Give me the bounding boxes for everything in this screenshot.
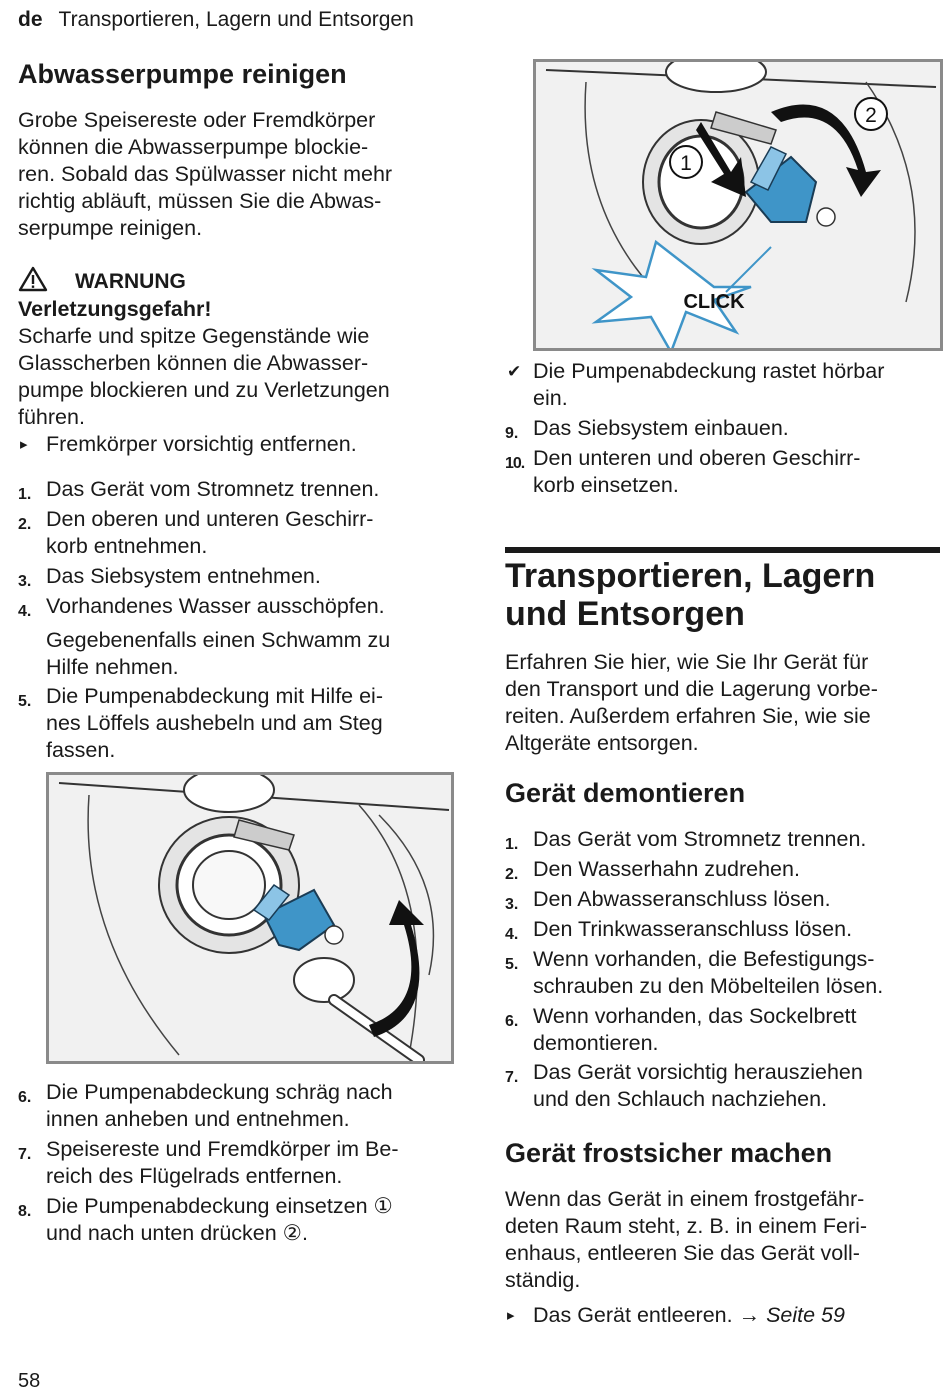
step-4	[18, 593, 458, 620]
step-text: Das Gerät vom Stromnetz trennen.	[46, 477, 380, 501]
demont-step-3	[505, 886, 945, 913]
step-text: schrauben zu den Möbelteilen lösen.	[533, 974, 884, 998]
result-text: ein.	[533, 386, 568, 410]
action-text: Das Gerät entleeren.	[533, 1303, 733, 1327]
warning-label: WARNUNG	[75, 270, 186, 293]
click-label: CLICK	[683, 291, 745, 313]
text-line: enhaus, entleeren Sie das Gerät voll-	[505, 1241, 860, 1265]
step-text: Den Trinkwasseranschluss lösen.	[533, 917, 853, 941]
step-text: und den Schlauch nachziehen.	[533, 1087, 828, 1111]
section-title: Abwasserpumpe reinigen	[18, 59, 347, 89]
running-header	[18, 8, 414, 32]
chapter-intro	[505, 649, 945, 757]
step-text: Speisereste und Fremdkörper im Be-	[46, 1137, 399, 1161]
demont-step-7	[505, 1059, 945, 1113]
language-code: de	[18, 8, 43, 31]
step-text: Die Pumpenabdeckung mit Hilfe ei-	[46, 684, 383, 708]
step-number: 6.	[18, 1089, 32, 1106]
step-5	[18, 683, 458, 764]
callout-label-1: 1	[680, 152, 692, 175]
check-icon: ✔	[507, 362, 522, 381]
step-text: nes Löffels aushebeln und am Steg	[46, 711, 383, 735]
warning-triangle-icon	[18, 266, 48, 292]
intro-paragraph	[18, 107, 458, 242]
callout-label-2: 2	[865, 104, 877, 127]
frost-paragraph	[505, 1186, 945, 1294]
text-line: ständig.	[505, 1268, 581, 1292]
step-text: reich des Flügelrads entfernen.	[46, 1164, 343, 1188]
step-number: 4.	[18, 603, 32, 620]
step-number: 3.	[505, 896, 519, 913]
text-line: pumpe blockieren und zu Verletzungen	[18, 378, 390, 402]
demont-step-5	[505, 946, 945, 1000]
step-number: 10.	[505, 455, 525, 472]
text-line: Wenn das Gerät in einem frostgefähr-	[505, 1187, 865, 1211]
frostsicher-title: Gerät frostsicher machen	[505, 1138, 833, 1168]
text-line: reiten. Außerdem erfahren Sie, wie sie	[505, 704, 871, 728]
bullet-triangle-icon: ▸	[20, 436, 28, 453]
step-number: 9.	[505, 425, 519, 442]
warning-action	[18, 431, 458, 458]
text-line: serpumpe reinigen.	[18, 216, 203, 240]
step-9	[505, 415, 945, 442]
warning-block	[18, 266, 458, 458]
figure-pump-cover-removal	[46, 772, 454, 1064]
text-line: Grobe Speisereste oder Fremdkörper	[18, 108, 376, 132]
step-text: Die Pumpenabdeckung einsetzen ①	[46, 1194, 393, 1218]
step-number: 7.	[505, 1069, 519, 1086]
step-text: korb entnehmen.	[46, 534, 208, 558]
step-text: fassen.	[46, 738, 116, 762]
step-number: 1.	[505, 836, 519, 853]
text-line: den Transport und die Lagerung vorbe-	[505, 677, 878, 701]
text-line: führen.	[18, 405, 85, 429]
text-line: richtig abläuft, müssen Sie die Abwas-	[18, 189, 382, 213]
page-number: 58	[18, 1370, 41, 1392]
step-text: und nach unten drücken ②.	[46, 1221, 308, 1245]
step-number: 8.	[18, 1203, 32, 1220]
pump-insert-illustration	[536, 62, 940, 348]
action-text: Fremkörper vorsichtig entfernen.	[46, 432, 357, 456]
bullet-triangle-icon: ▸	[507, 1307, 515, 1324]
frost-action	[505, 1302, 945, 1329]
warning-header	[18, 266, 458, 296]
result-line	[505, 358, 945, 412]
step-6	[18, 1079, 458, 1133]
step-1	[18, 476, 458, 503]
step-number: 5.	[18, 693, 32, 710]
text-line: Glasscherben können die Abwasser-	[18, 351, 369, 375]
step-number: 7.	[18, 1146, 32, 1163]
step-number: 6.	[505, 1013, 519, 1030]
step-text: demontieren.	[533, 1031, 659, 1055]
step-text: Das Siebsystem einbauen.	[533, 416, 789, 440]
step-8	[18, 1193, 458, 1247]
step-3	[18, 563, 458, 590]
text-line: können die Abwasserpumpe blockie-	[18, 135, 369, 159]
step-text: Den unteren und oberen Geschirr-	[533, 446, 861, 470]
step-text: Das Gerät vorsichtig herausziehen	[533, 1060, 863, 1084]
note-text: Hilfe nehmen.	[46, 655, 179, 679]
step-text: Wenn vorhanden, das Sockelbrett	[533, 1004, 857, 1028]
chapter-title-line: Transportieren, Lagern	[505, 557, 876, 595]
demont-step-4	[505, 916, 945, 943]
chapter-rule	[505, 547, 940, 553]
warning-title: Verletzungsgefahr!	[18, 297, 212, 321]
step-text: Die Pumpenabdeckung schräg nach	[46, 1080, 393, 1104]
text-line: deten Raum steht, z. B. in einem Feri-	[505, 1214, 868, 1238]
text-line: Erfahren Sie hier, wie Sie Ihr Gerät für	[505, 650, 869, 674]
step-text: Vorhandenes Wasser ausschöpfen.	[46, 594, 385, 618]
step-number: 5.	[505, 956, 519, 973]
text-line: Altgeräte entsorgen.	[505, 731, 699, 755]
page-reference-link[interactable]: Seite 59	[766, 1303, 845, 1327]
text-line: Scharfe und spitze Gegenstände wie	[18, 324, 370, 348]
arrow-right-icon: →	[738, 1303, 761, 1327]
chapter-title	[505, 557, 945, 633]
step-text: korb einsetzen.	[533, 473, 679, 497]
step-4-note	[18, 627, 458, 681]
step-number: 1.	[18, 486, 32, 503]
demontieren-title: Gerät demontieren	[505, 778, 746, 808]
demont-step-1	[505, 826, 945, 853]
demont-step-6	[505, 1003, 945, 1057]
result-text: Die Pumpenabdeckung rastet hörbar	[533, 359, 885, 383]
step-text: Den oberen und unteren Geschirr-	[46, 507, 374, 531]
chapter-title-line: und Entsorgen	[505, 595, 745, 633]
step-text: Wenn vorhanden, die Befestigungs-	[533, 947, 875, 971]
step-7	[18, 1136, 458, 1190]
step-number: 2.	[18, 516, 32, 533]
chapter-header-title: Transportieren, Lagern und Entsorgen	[58, 8, 414, 31]
step-2	[18, 506, 458, 560]
frost-action-line	[533, 1302, 845, 1329]
step-10	[505, 445, 945, 499]
step-number: 3.	[18, 573, 32, 590]
demont-step-2	[505, 856, 945, 883]
figure-pump-cover-insert	[533, 59, 943, 351]
step-number: 2.	[505, 866, 519, 883]
step-text: Den Wasserhahn zudrehen.	[533, 857, 800, 881]
note-text: Gegebenenfalls einen Schwamm zu	[46, 628, 391, 652]
text-line: ren. Sobald das Spülwasser nicht mehr	[18, 162, 393, 186]
pump-illustration	[49, 775, 451, 1061]
step-text: Das Gerät vom Stromnetz trennen.	[533, 827, 867, 851]
step-text: innen anheben und entnehmen.	[46, 1107, 350, 1131]
step-text: Den Abwasseranschluss lösen.	[533, 887, 831, 911]
step-number: 4.	[505, 926, 519, 943]
step-text: Das Siebsystem entnehmen.	[46, 564, 321, 588]
